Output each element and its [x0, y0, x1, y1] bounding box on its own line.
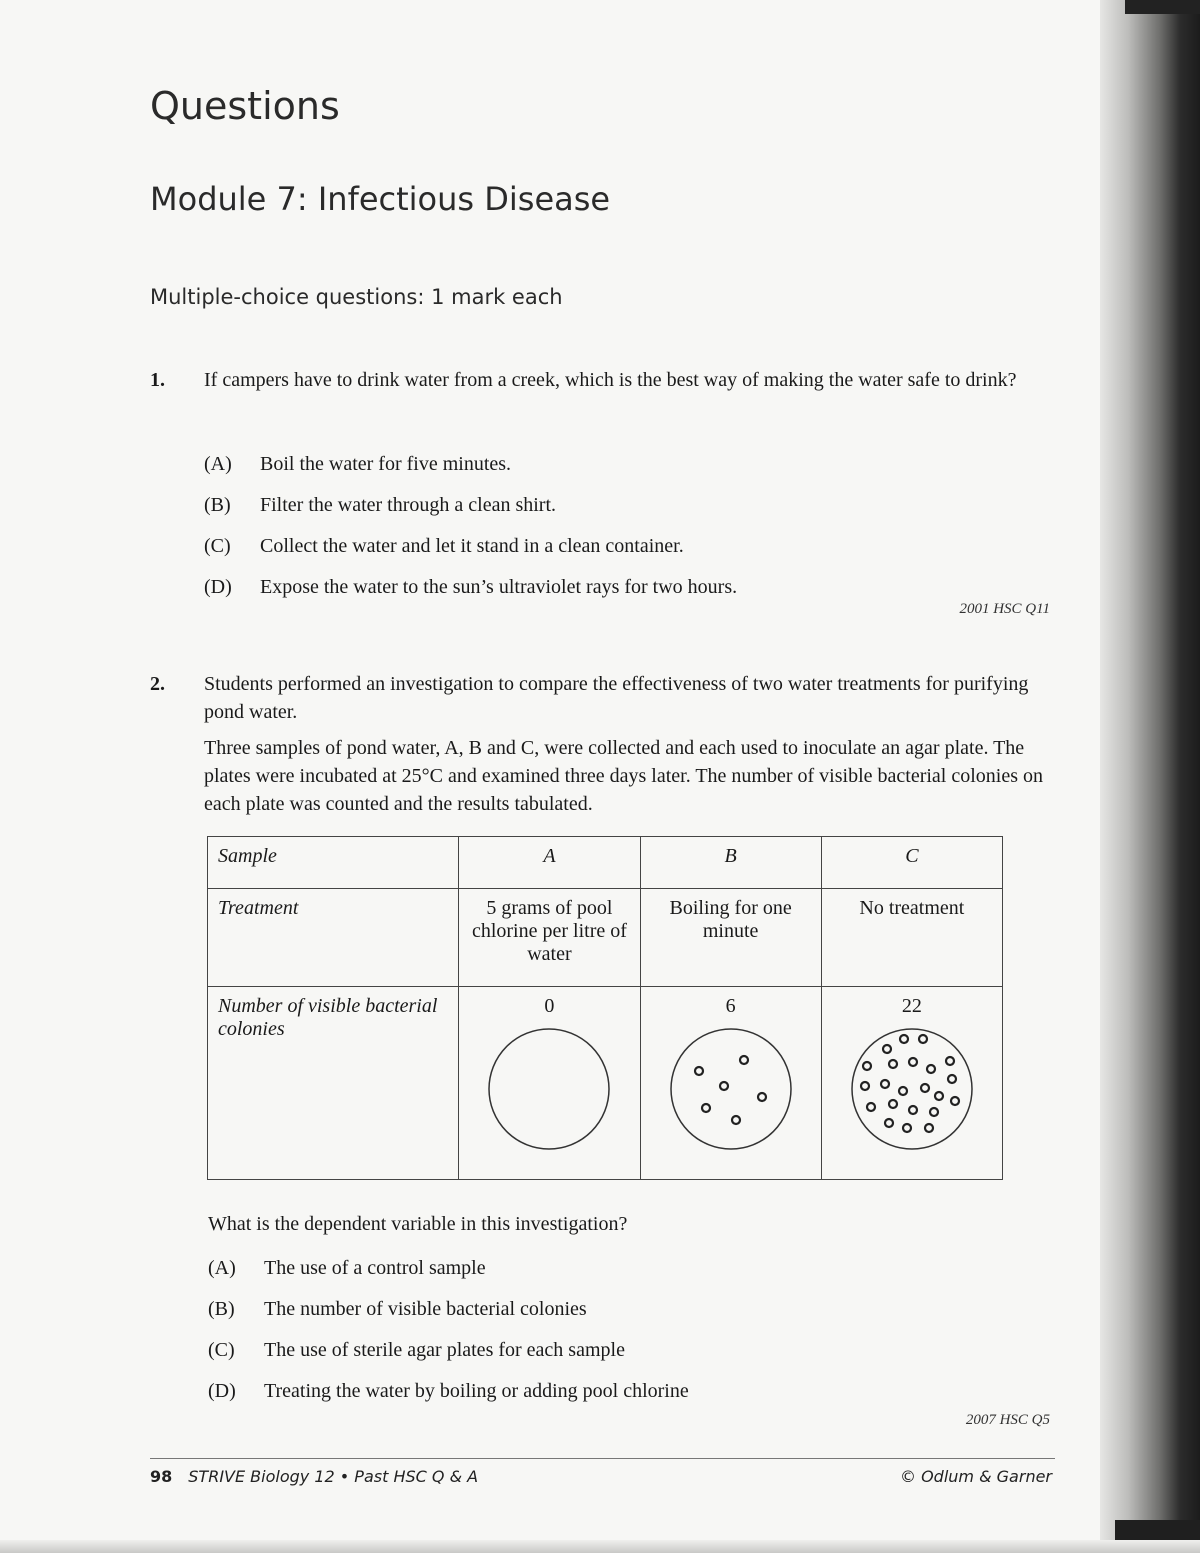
- page-heading: Questions: [150, 84, 340, 128]
- option-text: Expose the water to the sun’s ultraviolet rays for two hours.: [260, 576, 738, 598]
- option-b: [204, 491, 556, 519]
- question-2-prompt: [150, 1210, 1050, 1430]
- row-label: Number of visible bacterial colonies: [208, 987, 459, 1180]
- agar-plate-b: [666, 1024, 796, 1154]
- table-row: [208, 889, 1003, 987]
- book-spine-shadow: [1100, 0, 1200, 1553]
- option-text: Filter the water through a clean shirt.: [260, 494, 557, 516]
- page-bottom-edge: [0, 1540, 1200, 1553]
- option-a: [204, 450, 511, 478]
- question-1: [150, 366, 1050, 626]
- row-label: Treatment: [208, 889, 459, 987]
- question-2: [150, 670, 1050, 830]
- colony-count: 0: [544, 995, 555, 1017]
- option-text: Treating the water by boiling or adding pool chlorine: [264, 1380, 689, 1402]
- section-title: Multiple-choice questions: 1 mark each: [150, 285, 563, 309]
- question-intro: Students performed an investigation to compare the effectiveness of two water treatments for purifying pond water.: [204, 673, 1029, 723]
- option-c: [208, 1336, 625, 1364]
- table-row: [208, 987, 1003, 1180]
- footer-left: [150, 1467, 478, 1486]
- book-title: STRIVE Biology 12 • Past HSC Q & A: [188, 1467, 479, 1486]
- book-spine-edge-top: [1125, 0, 1200, 14]
- page-number: 98: [150, 1467, 173, 1486]
- option-letter: (B): [204, 494, 231, 516]
- sample-name: A: [459, 837, 640, 889]
- option-text: The use of sterile agar plates for each sample: [264, 1339, 625, 1361]
- option-d: [204, 573, 737, 601]
- treatment-cell: 5 grams of pool chlorine per litre of water: [459, 889, 640, 987]
- table-row: [208, 837, 1003, 889]
- copyright: © Odlum & Garner: [900, 1467, 1052, 1486]
- colony-cell-c: [821, 987, 1002, 1180]
- option-text: Boil the water for five minutes.: [260, 453, 512, 475]
- sample-name: B: [640, 837, 821, 889]
- option-letter: (C): [204, 535, 231, 557]
- option-letter: (C): [208, 1339, 235, 1361]
- option-text: The number of visible bacterial colonies: [264, 1298, 587, 1320]
- sample-name: C: [821, 837, 1002, 889]
- option-text: The use of a control sample: [264, 1257, 486, 1279]
- option-b: [208, 1295, 587, 1323]
- footer-divider: [150, 1458, 1055, 1459]
- results-table: [207, 836, 1003, 1180]
- option-d: [208, 1377, 689, 1405]
- question-number: 1.: [150, 369, 165, 391]
- colony-count: 6: [725, 995, 736, 1017]
- colony-count: 22: [901, 995, 922, 1017]
- option-letter: (D): [208, 1380, 236, 1402]
- option-c: [204, 532, 684, 560]
- option-a: [208, 1254, 486, 1282]
- question-source: 2007 HSC Q5: [965, 1412, 1050, 1428]
- colony-cell-a: [459, 987, 640, 1180]
- option-letter: (D): [204, 576, 232, 598]
- question-text: What is the dependent variable in this investigation?: [208, 1213, 628, 1235]
- option-letter: (A): [208, 1257, 236, 1279]
- module-title: Module 7: Infectious Disease: [150, 180, 611, 218]
- colony-cell-b: [640, 987, 821, 1180]
- option-letter: (A): [204, 453, 232, 475]
- agar-plate-c: [847, 1024, 977, 1154]
- option-text: Collect the water and let it stand in a clean container.: [260, 535, 684, 557]
- question-number: 2.: [150, 673, 165, 695]
- treatment-cell: Boiling for one minute: [640, 889, 821, 987]
- row-label: Sample: [208, 837, 459, 889]
- question-source: 2001 HSC Q11: [959, 601, 1050, 617]
- option-letter: (B): [208, 1298, 235, 1320]
- treatment-cell: No treatment: [821, 889, 1002, 987]
- question-paragraph: Three samples of pond water, A, B and C, were collected and each used to inoculate an agar plate. The plates were incubated at 25°C and examined three days later. The number of visible bacterial colonies on each plate was counted and the results tabulated.: [204, 737, 1044, 815]
- question-text: If campers have to drink water from a creek, which is the best way of making the water safe to drink?: [204, 369, 1017, 391]
- agar-plate-a: [484, 1024, 614, 1154]
